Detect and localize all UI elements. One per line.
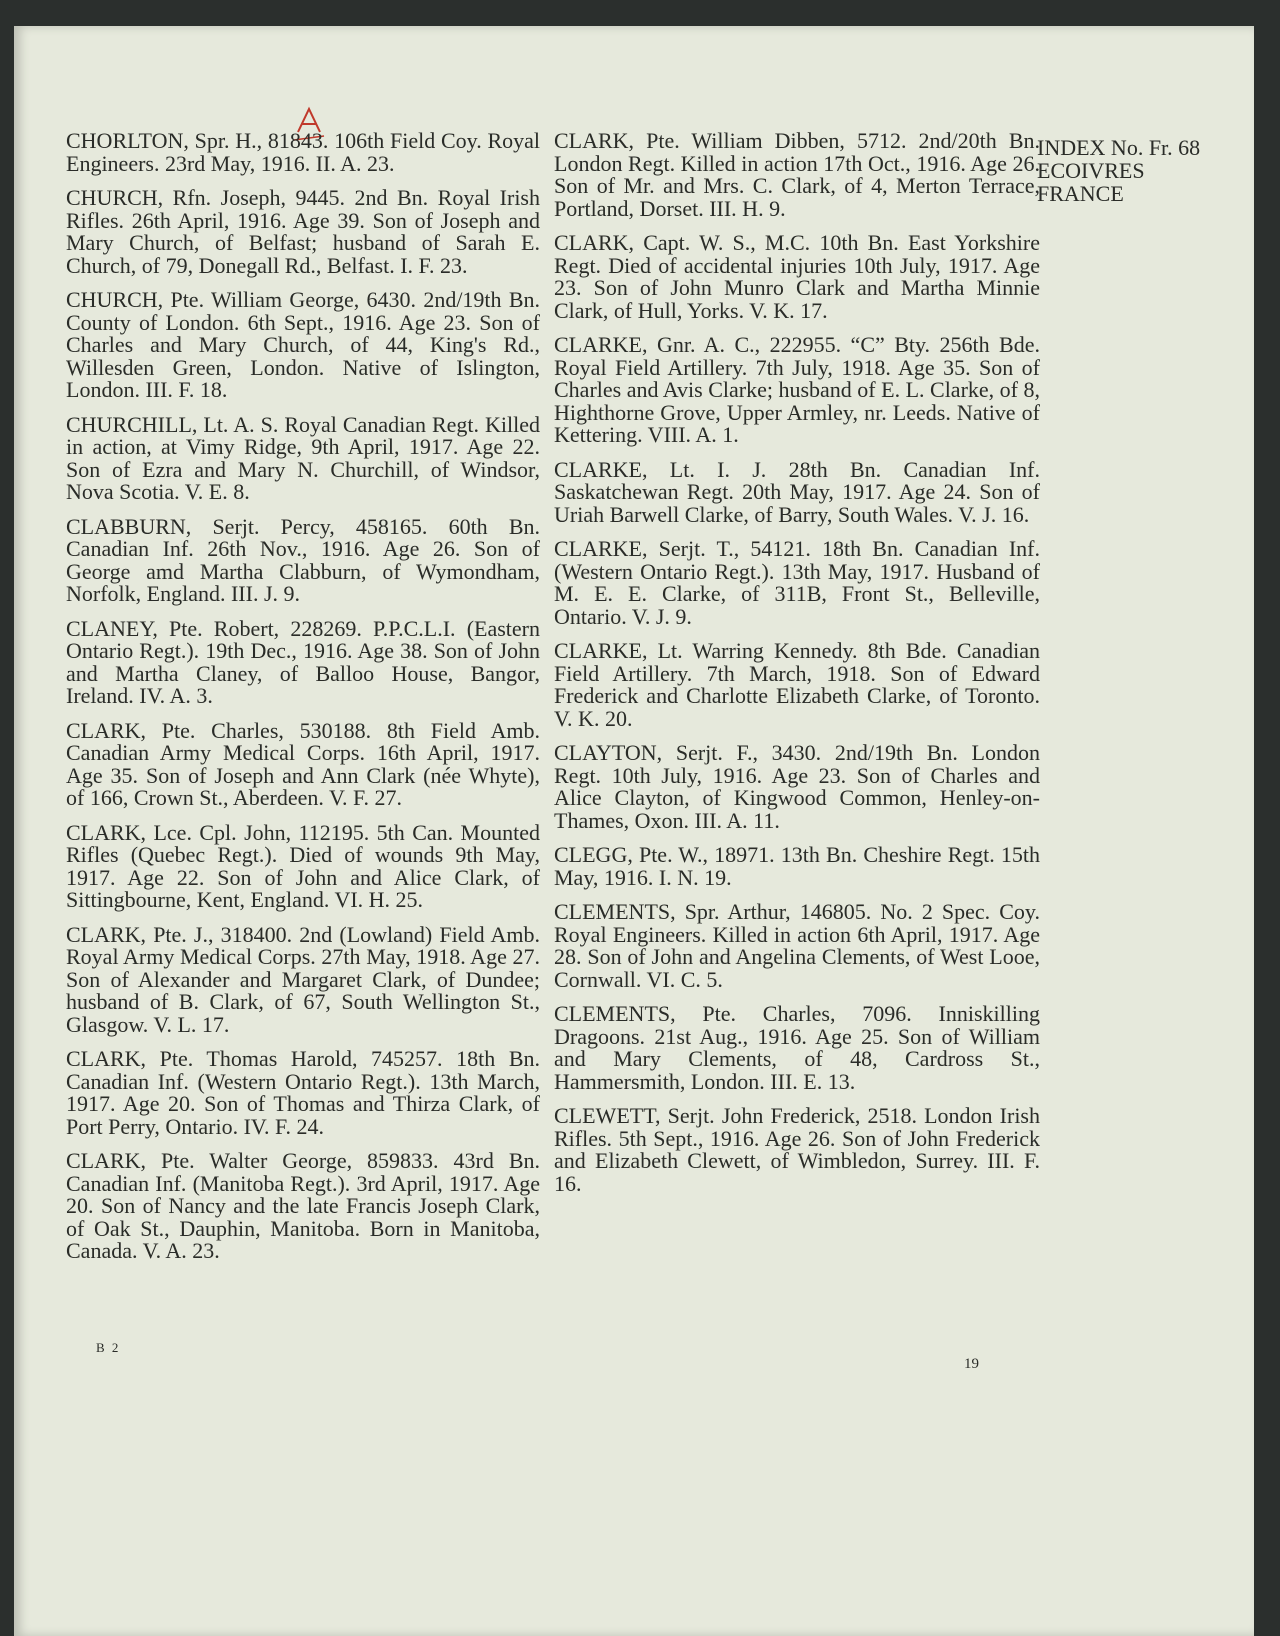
entry-clarke-ij: CLARKE, Lt. I. J. 28th Bn. Canadian Inf. Saskatchewan Regt. 20th May, 1917. Age 24. Son of Uriah Barwell Clarke, of Barry, South Wales. V. J. 16.: [554, 456, 1040, 527]
index-place: ECOIVRES: [1037, 158, 1145, 183]
left-column: [66, 130, 540, 1275]
entry-clarke-warring: CLARKE, Lt. Warring Kennedy. 8th Bde. Canadian Field Artillery. 7th March, 1918. Son of Edward Frederick and Charlotte Elizabeth Clarke, of Toronto. V. K. 20.: [554, 638, 1040, 731]
entry-clements-arthur: CLEMENTS, Spr. Arthur, 146805. No. 2 Spec. Coy. Royal Engineers. Killed in action 6th April, 1917. Age 28. Son of John and Angelina Clements, of West Looe, Cornwall. VI. C. 5.: [554, 899, 1040, 992]
entry-church-joseph: CHURCH, Rfn. Joseph, 9445. 2nd Bn. Royal Irish Rifles. 26th April, 1916. Age 39. Son of Joseph and Mary Church, of Belfast; husband of Sarah E. Church, of 79, Donegall Rd., Belfast. I. F. 23.: [66, 185, 540, 278]
entry-church-william: CHURCH, Pte. William George, 6430. 2nd/19th Bn. County of London. 6th Sept., 1916. Age 23. Son of Charles and Mary Church, of 44, King's Rd., Willesden Green, London. Native of Islington, London. III. F. 18.: [66, 287, 540, 402]
entry-clayton: CLAYTON, Serjt. F., 3430. 2nd/19th Bn. London Regt. 10th July, 1916. Age 23. Son of Charles and Alice Clayton, of Kingwood Common, Henley-on-Thames, Oxon. III. A. 11.: [554, 740, 1040, 833]
entry-clark-walter: CLARK, Pte. Walter George, 859833. 43rd Bn. Canadian Inf. (Manitoba Regt.). 3rd April, 1917. Age 20. Son of Nancy and the late Francis Joseph Clark, of Oak St., Dauphin, Manitoba. Born in Manitoba, Canada. V. A. 23.: [66, 1148, 540, 1263]
index-header: [1037, 136, 1200, 205]
entry-clarke-t: CLARKE, Serjt. T., 54121. 18th Bn. Canadian Inf. (Western Ontario Regt.). 13th May, 1917. Husband of M. E. E. Clarke, of 311B, Front St., Belleville, Ontario. V. J. 9.: [554, 536, 1040, 629]
entry-clark-thomas: CLARK, Pte. Thomas Harold, 745257. 18th Bn. Canadian Inf. (Western Ontario Regt.). 13th March, 1917. Age 20. Son of Thomas and Thirza Clark, of Port Perry, Ontario. IV. F. 24.: [66, 1046, 540, 1139]
right-column: [554, 130, 1040, 1207]
page-number: 19: [964, 1356, 979, 1372]
entry-clark-john: CLARK, Lce. Cpl. John, 112195. 5th Can. Mounted Rifles (Quebec Regt.). Died of wounds 9th May, 1917. Age 22. Son of John and Alice Clark, of Sittingbourne, Kent, England. VI. H. 25.: [66, 819, 540, 912]
entry-clark-charles: CLARK, Pte. Charles, 530188. 8th Field Amb. Canadian Army Medical Corps. 16th April, 1917. Age 35. Son of Joseph and Ann Clark (née Whyte), of 166, Crown St., Aberdeen. V. F. 27.: [66, 717, 540, 810]
document-page: [14, 26, 1254, 1636]
entry-clark-ws: CLARK, Capt. W. S., M.C. 10th Bn. East Yorkshire Regt. Died of accidental injuries 10th July, 1917. Age 23. Son of John Munro Clark and Martha Minnie Clark, of Hull, Yorks. V. K. 17.: [554, 230, 1040, 323]
signature-mark: B 2: [96, 1340, 121, 1355]
entry-claney: CLANEY, Pte. Robert, 228269. P.P.C.L.I. (Eastern Ontario Regt.). 19th Dec., 1916. Age 38. Son of John and Martha Claney, of Balloo House, Bangor, Ireland. IV. A. 3.: [66, 615, 540, 708]
entry-clark-j: CLARK, Pte. J., 318400. 2nd (Lowland) Field Amb. Royal Army Medical Corps. 27th May, 1918. Age 27. Son of Alexander and Margaret Clark, of Dundee; husband of B. Clark, of 67, South Wellington St., Glasgow. V. L. 17.: [66, 921, 540, 1037]
entry-clabburn: CLABBURN, Serjt. Percy, 458165. 60th Bn. Canadian Inf. 26th Nov., 1916. Age 26. Son of George amd Martha Clabburn, of Wymondham, Norfolk, England. III. J. 9.: [66, 513, 540, 606]
entry-clegg: CLEGG, Pte. W., 18971. 13th Bn. Cheshire Regt. 15th May, 1916. I. N. 19.: [554, 842, 1040, 890]
entry-chorlton: CHORLTON, Spr. H., 81843. 106th Field Coy. Royal Engineers. 23rd May, 1916. II. A. 23.: [66, 128, 540, 176]
entry-clewett: CLEWETT, Serjt. John Frederick, 2518. London Irish Rifles. 5th Sept., 1916. Age 26. Son of John Frederick and Elizabeth Clewett, of Wimbledon, Surrey. III. F. 16.: [554, 1103, 1040, 1196]
index-country: FRANCE: [1037, 181, 1124, 206]
entry-clarke-ac: CLARKE, Gnr. A. C., 222955. “C” Bty. 256th Bde. Royal Field Artillery. 7th July, 1918. Age 35. Son of Charles and Avis Clarke; husband of E. L. Clarke, of 8, Highthorne Grove, Upper Armley, nr. Leeds. Native of Kettering. VIII. A. 1.: [554, 332, 1040, 447]
entry-clements-charles: CLEMENTS, Pte. Charles, 7096. Inniskilling Dragoons. 21st Aug., 1916. Age 25. Son of William and Mary Clements, of 48, Cardross St., Hammersmith, London. III. E. 13.: [554, 1001, 1040, 1094]
index-number: INDEX No. Fr. 68: [1037, 135, 1201, 160]
entry-churchill: CHURCHILL, Lt. A. S. Royal Canadian Regt. Killed in action, at Vimy Ridge, 9th April, 1917. Age 22. Son of Ezra and Mary N. Churchill, of Windsor, Nova Scotia. V. E. 8.: [66, 411, 540, 504]
entry-clark-william: CLARK, Pte. William Dibben, 5712. 2nd/20th Bn. London Regt. Killed in action 17th Oct., 1916. Age 26. Son of Mr. and Mrs. C. Clark, of 4, Merton Terrace, Portland, Dorset. III. H. 9.: [554, 128, 1040, 221]
